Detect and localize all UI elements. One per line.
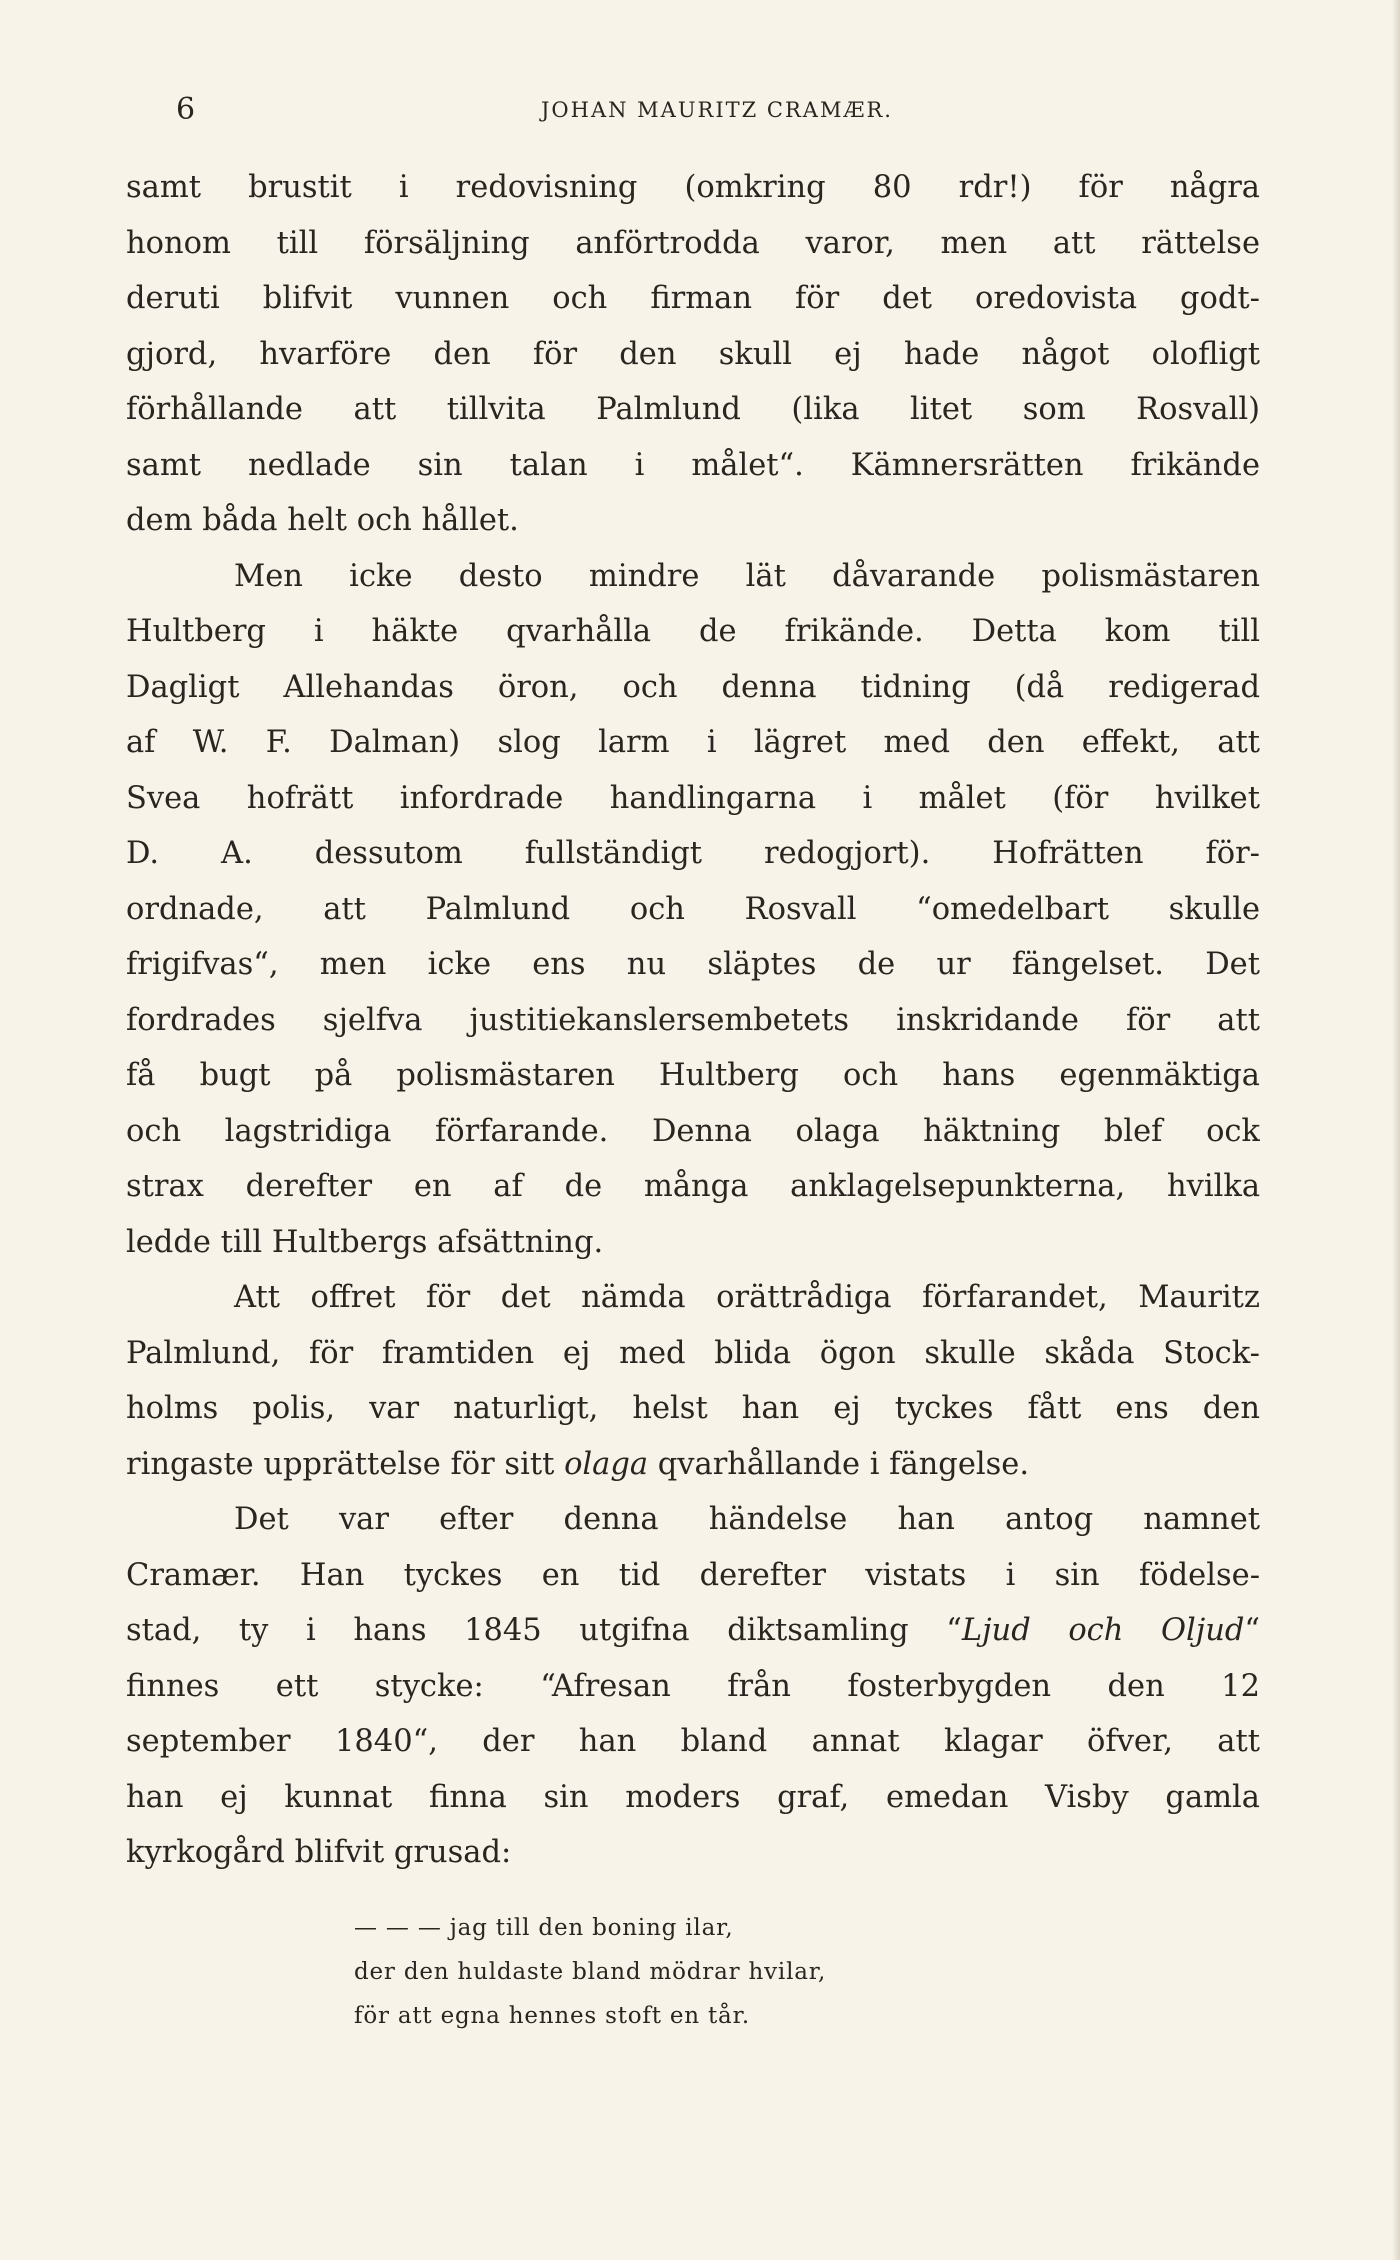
text-line: ordnade, att Palmlund och Rosvall “omedelbart skulle bbox=[126, 891, 1260, 927]
text-line: Dagligt Allehandas öron, och denna tidning (då redigerad bbox=[126, 669, 1260, 705]
text-line: Cramær. Han tyckes en tid derefter vistats i sin födelse- bbox=[126, 1557, 1260, 1593]
text-line: kyrkogård blifvit grusad: bbox=[126, 1835, 512, 1870]
verse-line: — — — jag till den boning ilar, bbox=[354, 1915, 734, 1941]
text-line: Palmlund, för framtiden ej med blida ögon skulle skåda Stock- bbox=[126, 1335, 1260, 1371]
text-line: af W. F. Dalman) slog larm i lägret med den effekt, att bbox=[126, 725, 1260, 760]
text-segment: “ bbox=[1244, 1613, 1260, 1648]
page-number: 6 bbox=[176, 92, 196, 127]
text-line: D. A. dessutom fullständigt redogjort). Hofrätten för- bbox=[126, 836, 1260, 871]
text-line: han ej kunnat finna sin moders graf, emedan Visby gamla bbox=[126, 1779, 1260, 1815]
text-line: och lagstridiga förfarande. Denna olaga häktning blef ock bbox=[126, 1113, 1260, 1149]
text-line: dem båda helt och hållet. bbox=[126, 503, 519, 538]
text-line: deruti blifvit vunnen och firman för det oredovista godt- bbox=[126, 281, 1260, 316]
verse-quote bbox=[354, 1906, 1114, 2038]
text-line: september 1840“, der han bland annat klagar öfver, att bbox=[126, 1724, 1260, 1759]
text-line: strax derefter en af de många anklagelsepunkterna, hvilka bbox=[126, 1169, 1260, 1204]
text-line: Det var efter denna händelse han antog namnet bbox=[234, 1502, 1260, 1537]
book-title: Ljud och Oljud bbox=[961, 1613, 1245, 1648]
italic-term: olaga bbox=[564, 1446, 649, 1482]
text-line: finnes ett stycke: “Afresan från fosterbygden den 12 bbox=[126, 1668, 1260, 1704]
text-segment: qvarhållande i fängelse. bbox=[648, 1446, 1030, 1482]
body-text bbox=[126, 160, 1260, 1881]
text-line: samt brustit i redovisning (omkring 80 rdr!) för några bbox=[126, 170, 1260, 205]
text-line: frigifvas“, men icke ens nu släptes de ur fängelset. Det bbox=[126, 947, 1260, 982]
text-line: Att offret för det nämda orättrådiga förfarandet, Mauritz bbox=[234, 1280, 1260, 1315]
text-line bbox=[126, 1437, 1260, 1493]
text-line bbox=[126, 1603, 1260, 1659]
text-line: Hultberg i häkte qvarhålla de frikände. Detta kom till bbox=[126, 614, 1260, 649]
text-segment: stad, ty i hans 1845 utgifna diktsamling “ bbox=[126, 1613, 962, 1648]
running-title: JOHAN MAURITZ CRAMÆR. bbox=[541, 98, 893, 122]
text-line: ledde till Hultbergs afsättning. bbox=[126, 1224, 604, 1260]
text-line: Svea hofrätt infordrade handlingarna i målet (för hvilket bbox=[126, 780, 1260, 816]
verse-line: der den huldaste bland mödrar hvilar, bbox=[354, 1959, 827, 1985]
text-line: honom till försäljning anförtrodda varor, men att rättelse bbox=[126, 225, 1260, 261]
text-line: förhållande att tillvita Palmlund (lika litet som Rosvall) bbox=[126, 392, 1260, 427]
page-edge-shadow bbox=[1392, 0, 1400, 2260]
text-line: holms polis, var naturligt, helst han ej tyckes fått ens den bbox=[126, 1391, 1260, 1426]
running-head bbox=[176, 92, 1258, 128]
text-line: samt nedlade sin talan i målet“. Kämnersrätten frikände bbox=[126, 447, 1260, 483]
text-line: Men icke desto mindre lät dåvarande polismästaren bbox=[234, 558, 1260, 594]
verse-line: för att egna hennes stoft en tår. bbox=[354, 2003, 750, 2029]
text-segment: ringaste upprättelse för sitt bbox=[126, 1446, 565, 1482]
text-line: få bugt på polismästaren Hultberg och hans egenmäktiga bbox=[126, 1058, 1260, 1093]
text-line: gjord, hvarföre den för den skull ej hade något olofligt bbox=[126, 336, 1260, 372]
text-line: fordrades sjelfva justitiekanslersembetets inskridande för att bbox=[126, 1002, 1260, 1038]
